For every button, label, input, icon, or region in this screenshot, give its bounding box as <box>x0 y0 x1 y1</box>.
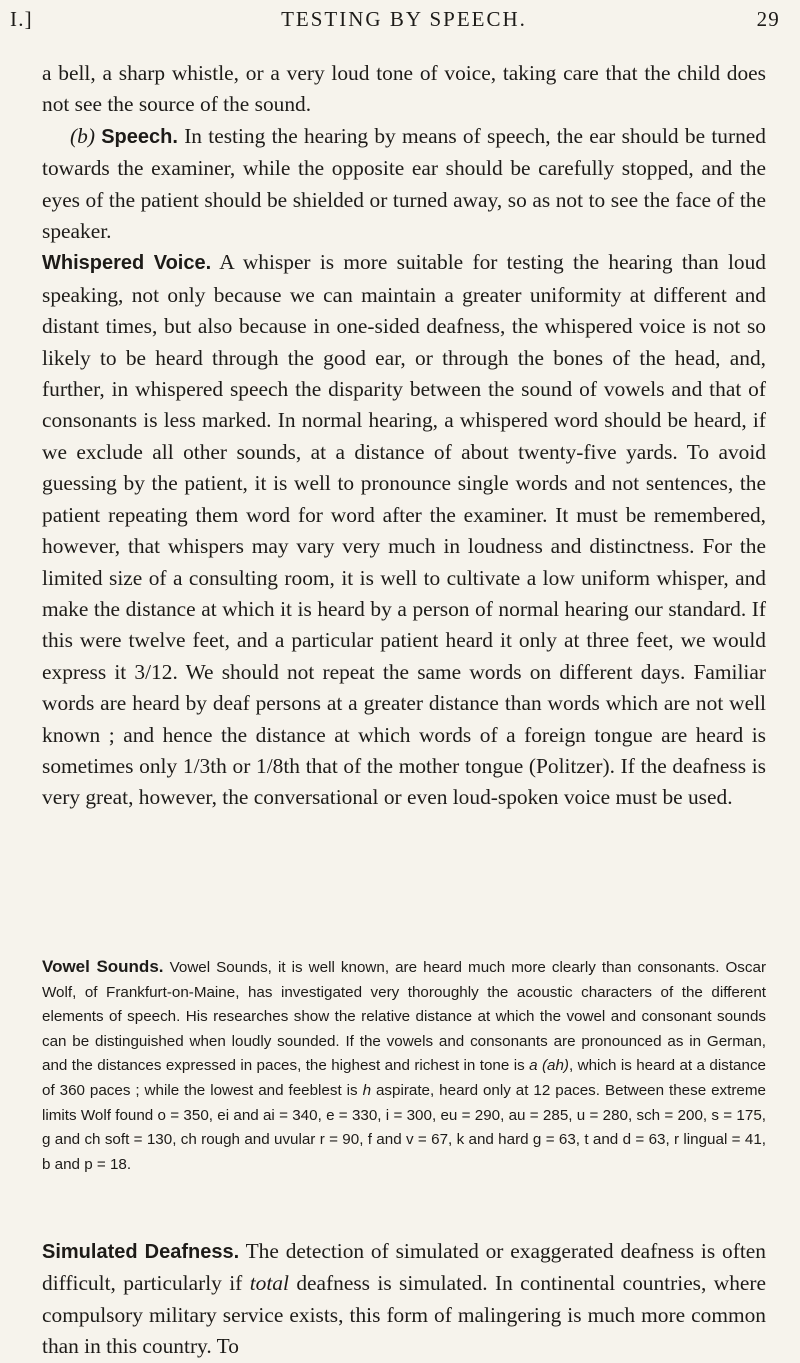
paragraph-text: . We should not repeat the same words on different days. Familiar words are heard by deaf persons at a greater distance than words which are not well known ; and hence the distance at which words of a foreign tongue are heard is sometimes only <box>42 659 766 778</box>
italic-term: (ah) <box>541 1057 569 1075</box>
section-number: I.] <box>10 7 33 31</box>
paragraph-continuation: a bell, a sharp whistle, or a very loud tone of voice, taking care that the child does not see the source of the sound. <box>42 61 766 117</box>
sound-values: o = 350, ei and ai = 340, e = 330, i = 300, eu = 290, au = 285, u = 280, sch = 200, s = 175, g and ch soft = 130, ch rough and uvular r = 90, f and v = 67, k and hard g = 63, t and d = 63, r lingual = 41, b and p = 18. <box>42 1106 766 1173</box>
italic-term: a <box>529 1057 538 1075</box>
paragraph-text: In testing the hearing by means of speech, the ear should be turned towards the examiner, while the opposite ear should be carefully stopped, and the eyes of the patient should be shielded or turned away, so as not to see the face of the speaker. <box>42 123 766 244</box>
paragraph-vowel-sounds <box>42 955 766 1177</box>
paragraph-text: Vowel Sounds, it is well known, are heard much more clearly than consonants. Oscar Wolf, of Frankfurt-on-Maine, has investigated very thoroughly the acoustic characters of the different elements of speech. His researches show the relative distance at which the vowel and consonant sounds can be distinguished when loudly sounded. If the vowels and consonants are pronounced as in German, and the distances expressed in paces, the highest and richest in tone is <box>42 959 766 1075</box>
paragraph-whispered-voice <box>42 247 766 813</box>
paragraph-simulated-deafness <box>42 1236 766 1363</box>
paragraph-text: that of the mother tongue (Politzer). If the deafness is very great, however, the conversational or even loud-spoken voice must be used. <box>42 753 766 810</box>
italic-term: total <box>249 1271 289 1296</box>
item-label: (b) <box>70 123 95 148</box>
paragraph-text: or <box>232 753 251 778</box>
paragraph-text: deafness is simulated. In continental countries, where compulsory military service exists, this form of malingering is much more common than in this country. To <box>42 1271 767 1359</box>
page-number: 29 <box>756 7 780 31</box>
paragraph-text: A whisper is more suitable for testing the hearing than loud speaking, not only because we can maintain a greater uniformity at different and distant times, but also because in one-sided deafness, the whispered voice is not so likely to be heard through the good ear, or through the bones of the head, and, further, in whispered speech the disparity between the sound of vowels and that of consonants is less marked. In normal hearing, a whispered word should be heard, if we exclude all other sounds, at a distance of about twenty-five yards. To avoid guessing by the patient, it is well to pronounce single words and not sentences, the patient repeating them word for word after the examiner. It must be remembered, however, that whispers may vary very much in loudness and distinctness. For the limited size of a consulting room, it is well to cultivate a low uniform whisper, and make the distance at which it is heard by a person of normal hearing our standard. If this were twelve feet, and a particular patient heard it only at three feet, we would express it <box>42 250 766 684</box>
heading-simulated-deafness: Simulated Deafness. <box>42 1241 240 1263</box>
heading-speech: Speech. <box>101 125 178 148</box>
heading-vowel-sounds: Vowel Sounds. <box>42 957 164 976</box>
paragraph-text: , which is heard at a distance of 360 paces ; while the lowest and feeblest is <box>42 1057 766 1099</box>
main-text <box>42 58 766 814</box>
fraction: 3/12 <box>134 659 173 684</box>
heading-whispered-voice: Whispered Voice. <box>42 252 212 275</box>
paragraph-speech <box>42 121 766 248</box>
italic-term: h <box>362 1081 372 1099</box>
running-header <box>10 4 780 40</box>
simulated-deafness-paragraph <box>42 1236 766 1363</box>
vowel-sounds-paragraph <box>42 955 766 1177</box>
paragraph-text: aspirate, heard only at 12 paces. Between these extreme limits Wolf found <box>42 1081 766 1124</box>
page-title: TESTING BY SPEECH. <box>281 7 527 31</box>
fraction: 1/8th <box>256 753 301 778</box>
paragraph-text: The detection of simulated or exaggerated deafness is often difficult, particularly if <box>42 1239 766 1296</box>
fraction: 1/3th <box>182 753 227 778</box>
